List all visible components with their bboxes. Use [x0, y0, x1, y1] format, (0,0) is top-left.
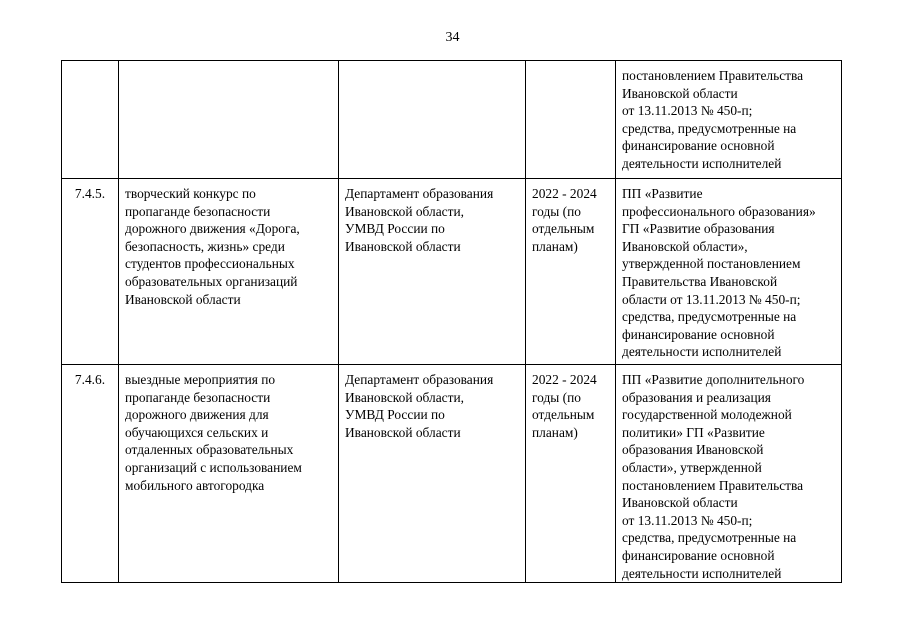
activity-cell: выездные мероприятия по пропаганде безопасности дорожного движения для обучающихся сельских и отдаленных образовательных организаций с использованием мобильного автогородка: [119, 365, 339, 583]
executor-cell: [339, 61, 526, 179]
executor-cell: Департамент образования Ивановской области, УМВД России по Ивановской области: [339, 365, 526, 583]
activity-cell: творческий конкурс по пропаганде безопасности дорожного движения «Дорога, безопасность, жизнь» среди студентов профессиональных образовательных организаций Ивановской области: [119, 179, 339, 365]
table-row: [62, 61, 842, 179]
period-cell: 2022 - 2024 годы (по отдельным планам): [526, 179, 616, 365]
item-number-cell: [62, 61, 119, 179]
page-number: 34: [445, 30, 460, 45]
table-row: [62, 179, 842, 365]
item-number-cell: 7.4.5.: [62, 179, 119, 365]
executor-cell: Департамент образования Ивановской области, УМВД России по Ивановской области: [339, 179, 526, 365]
period-cell: 2022 - 2024 годы (по отдельным планам): [526, 365, 616, 583]
funding-cell: ПП «Развитие профессионального образования» ГП «Развитие образования Ивановской области», утвержденной постановлением Правительства Ивановской области от 13.11.2013 № 450-п; средства, предусмотренные на финансирование основной деятельности исполнителей: [616, 179, 842, 365]
funding-cell: постановлением Правительства Ивановской области от 13.11.2013 № 450-п; средства, предусмотренные на финансирование основной деятельности исполнителей: [616, 61, 842, 179]
table-row: [62, 365, 842, 583]
funding-cell: ПП «Развитие дополнительного образования и реализация государственной молодежной политики» ГП «Развитие образования Ивановской области», утвержденной постановлением Правительства Ивановской области от 13.11.2013 № 450-п; средства, предусмотренные на финансирование основной деятельности исполнителей: [616, 365, 842, 583]
activity-cell: [119, 61, 339, 179]
item-number-cell: 7.4.6.: [62, 365, 119, 583]
period-cell: [526, 61, 616, 179]
measures-table: [61, 60, 842, 583]
